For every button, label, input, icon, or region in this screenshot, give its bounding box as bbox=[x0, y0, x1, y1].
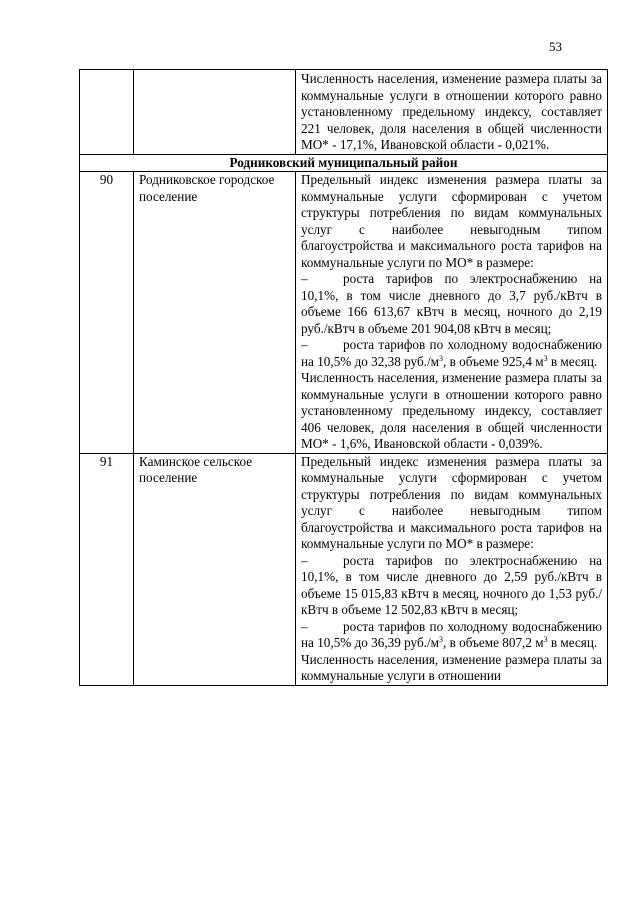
electricity-bullet bbox=[301, 553, 602, 619]
superscript: 3 bbox=[439, 635, 443, 644]
dash-marker: – bbox=[301, 618, 308, 634]
superscript: 3 bbox=[439, 353, 443, 363]
region-row bbox=[80, 154, 608, 172]
bullet-text: , в объеме 925,4 м bbox=[443, 353, 544, 369]
bullet-text: роста тарифов по электроснабжению на 10,1%, в том числе дневного до 3,7 руб./кВтч в объеме 166 613,67 кВтч в месяц, ночного до 2,19 руб./кВтч в объеме 201 904,08 кВтч в месяц; bbox=[301, 271, 602, 336]
table-row bbox=[80, 70, 608, 155]
settlement-name: Родниковское городское поселение bbox=[134, 172, 296, 454]
electricity-bullet bbox=[301, 271, 602, 337]
table-row bbox=[80, 172, 608, 454]
dash-marker: – bbox=[301, 552, 308, 568]
bullet-text: роста тарифов по электроснабжению на 10,1%, в том числе дневного до 2,59 руб./кВтч в объеме 15 015,83 кВтч в месяц, ночного до 1,53 руб./кВтч в объеме 12 502,83 кВтч в месяц; bbox=[301, 552, 602, 617]
population-text: Численность населения, изменение размера платы за коммунальные услуги в отношении которого равно установленному предельному индексу, составляет 221 человек, доля населения в общей численности МО* - 17,1%, Ивановской области - 0,021%. bbox=[301, 71, 602, 152]
page-number: 53 bbox=[549, 39, 562, 54]
bullet-text: , в объеме 807,2 м bbox=[443, 635, 544, 650]
bullet-text: роста тарифов по холодному водоснабжению на 10,5% до 32,38 руб./м bbox=[301, 337, 602, 369]
dash-marker: – bbox=[301, 271, 308, 286]
bullet-text: в месяц. bbox=[547, 635, 598, 650]
number-cell bbox=[80, 70, 134, 155]
population-text: Численность населения, изменение размера платы за коммунальные услуги в отношении которого равно установленному предельному индексу, составляет 406 человек, доля населения в общей численности МО* - 1,6%, Ивановской области - 0,039%. bbox=[301, 370, 602, 451]
bullet-text: роста тарифов по холодному водоснабжению на 10,5% до 36,39 руб./м bbox=[301, 618, 602, 650]
table-row bbox=[80, 453, 608, 685]
superscript: 3 bbox=[543, 635, 548, 644]
superscript: 3 bbox=[543, 353, 548, 363]
row-number: 90 bbox=[80, 172, 134, 454]
tariff-table bbox=[79, 69, 608, 686]
population-text: Численность населения, изменение размера платы за коммунальные услуги в отношении bbox=[301, 651, 602, 683]
water-bullet bbox=[301, 619, 602, 652]
bullet-text: в месяц. bbox=[547, 353, 598, 369]
name-cell bbox=[134, 70, 296, 155]
intro-text: Предельный индекс изменения размера платы за коммунальные услуги сформирован с учетом структуры потребления по видам коммунальных услуг с наиболее невыгодным типом благоустройства и максимального роста тарифов на коммунальные услуги по МО* в размере: bbox=[301, 172, 602, 270]
description-cell bbox=[296, 453, 608, 685]
dash-marker: – bbox=[301, 337, 308, 352]
description-cell bbox=[296, 172, 608, 454]
region-title: Родниковский муниципальный район bbox=[80, 154, 608, 172]
settlement-name: Каминское сельское поселение bbox=[134, 453, 296, 685]
water-bullet bbox=[301, 337, 602, 370]
description-cell bbox=[296, 70, 608, 155]
intro-text: Предельный индекс изменения размера платы за коммунальные услуги сформирован с учетом структуры потребления по видам коммунальных услуг с наиболее невыгодным типом благоустройства и максимального роста тарифов на коммунальные услуги по МО* в размере: bbox=[301, 453, 602, 551]
row-number: 91 bbox=[80, 453, 134, 685]
